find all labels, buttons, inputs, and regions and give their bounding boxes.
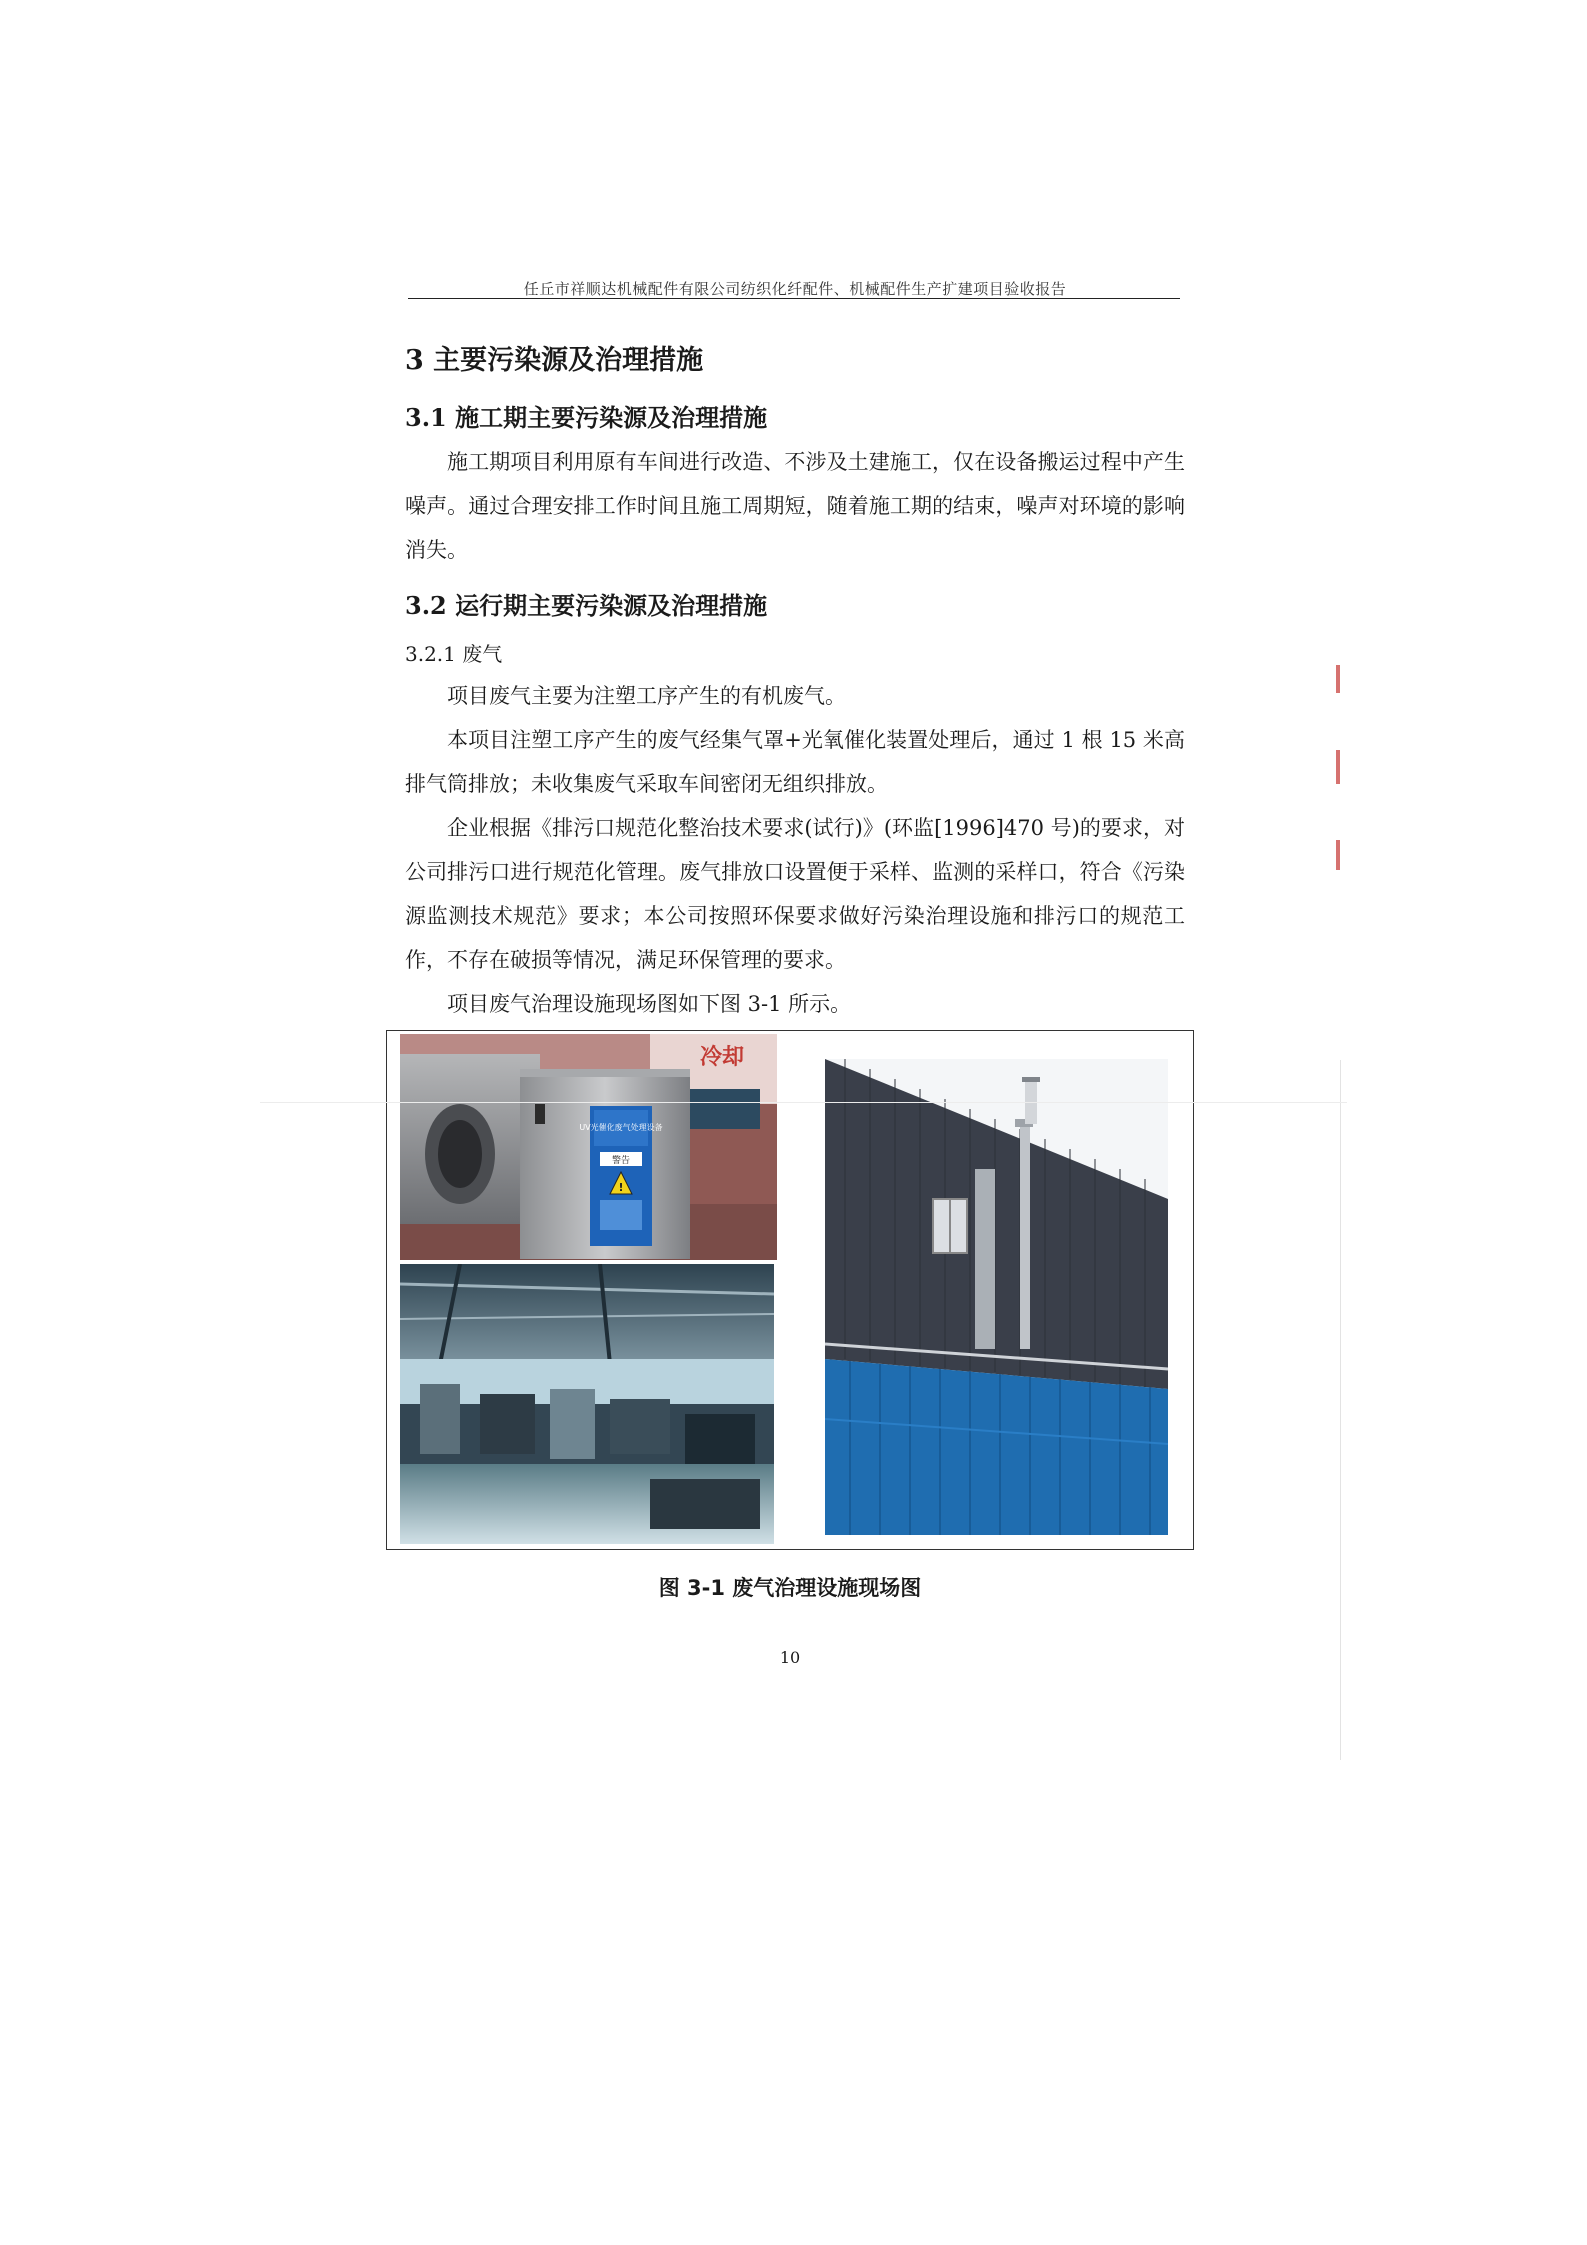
photo-uv-treatment-unit: [400, 1034, 777, 1260]
subsection-3-1-title: 3.1 施工期主要污染源及治理措施: [405, 403, 768, 432]
scan-artifact-mark: [1336, 840, 1340, 870]
paragraph-exhaust-treatment: 本项目注塑工序产生的废气经集气罩+光氧催化装置处理后，通过 1 根 15 米高排气筒排放；未收集废气采取车间密闭无组织排放。: [405, 728, 1185, 796]
figure-frame: [386, 1030, 1194, 1550]
photo-workshop-interior: [400, 1264, 774, 1544]
header-rule: [408, 298, 1180, 299]
paragraph-exhaust-source: 项目废气主要为注塑工序产生的有机废气。: [447, 684, 846, 708]
figure-caption: 图 3-1 废气治理设施现场图: [658, 1576, 922, 1600]
warning-text: 警告: [611, 1156, 631, 1166]
section-title: 3 主要污染源及治理措施: [405, 345, 704, 376]
wall-sign-text: 冷却: [700, 1045, 745, 1070]
running-header: 任丘市祥顺达机械配件有限公司纺织化纤配件、机械配件生产扩建项目验收报告: [523, 280, 1067, 298]
paragraph-construction: 施工期项目利用原有车间进行改造、不涉及土建施工，仅在设备搬运过程中产生噪声。通过合理安排工作时间且施工周期短，随着施工期的结束，噪声对环境的影响消失。: [405, 450, 1185, 562]
scan-artifact-line: [260, 1102, 1347, 1103]
scan-artifact-mark: [1336, 750, 1340, 784]
subsection-3-2-1-title: 3.2.1 废气: [405, 642, 503, 666]
subsection-3-2-title: 3.2 运行期主要污染源及治理措施: [405, 591, 768, 620]
photo-exhaust-stack: [825, 1059, 1168, 1535]
page-number: 10: [779, 1648, 801, 1667]
page-content: [405, 330, 1185, 1026]
scan-artifact-line: [1340, 1060, 1341, 1760]
scan-artifact-mark: [1336, 665, 1340, 693]
device-sign-text: UV光催化废气处理设备: [579, 1123, 663, 1132]
paragraph-outlet-standard: 企业根据《排污口规范化整治技术要求(试行)》(环监[1996]470 号)的要求，对公司排污口进行规范化管理。废气排放口设置便于采样、监测的采样口，符合《污染源监测技术规范》要求；本公司按照环保要求做好污染治理设施和排污口的规范工作，不存在破损等情况，满足环保管理的要求。: [405, 816, 1185, 972]
svg-text:!: !: [618, 1181, 624, 1194]
paragraph-figure-ref: 项目废气治理设施现场图如下图 3-1 所示。: [447, 992, 852, 1016]
